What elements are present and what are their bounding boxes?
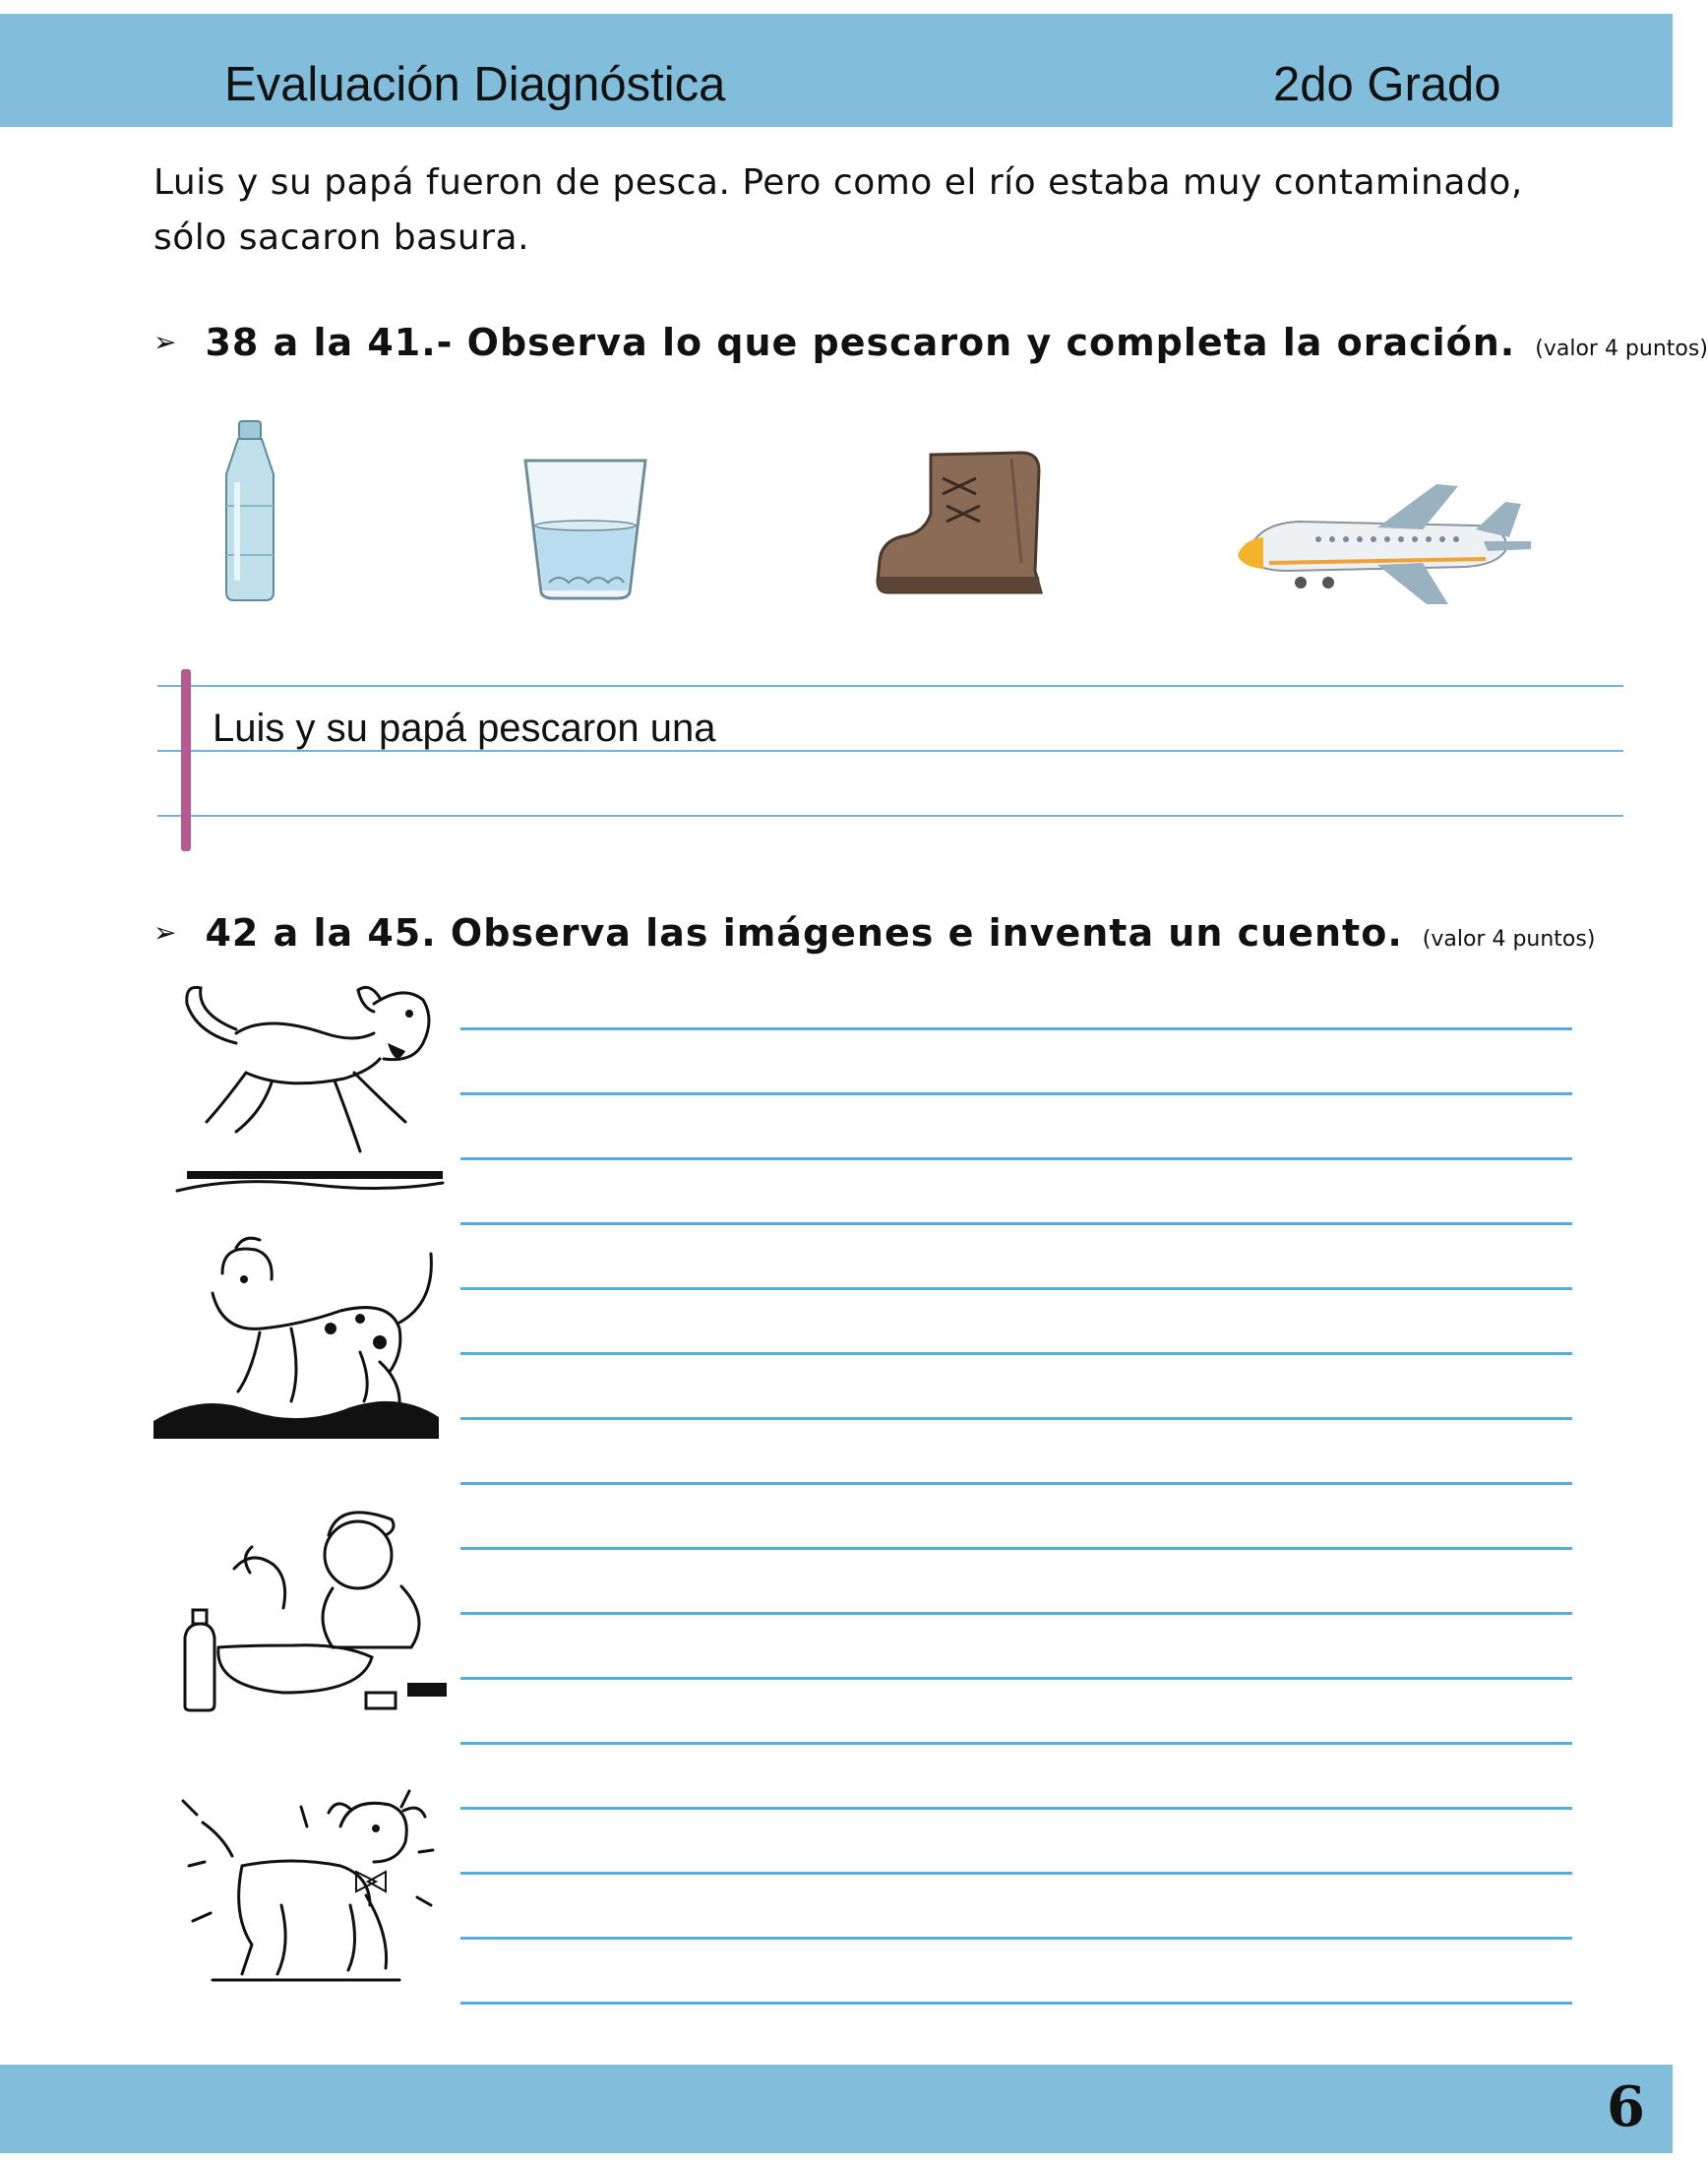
story-line xyxy=(460,2002,1572,2005)
old-boot-icon xyxy=(874,445,1047,602)
story-line xyxy=(460,1092,1572,1095)
grade-label: 2do Grado xyxy=(1273,58,1501,111)
arrow-bullet-icon: ➢ xyxy=(153,916,178,949)
story-line xyxy=(460,1937,1572,1940)
story-line xyxy=(460,1807,1572,1810)
question-1 xyxy=(153,321,1708,364)
story-line xyxy=(460,1417,1572,1420)
story-line xyxy=(460,1612,1572,1615)
arrow-bullet-icon: ➢ xyxy=(153,326,178,358)
ruled-line xyxy=(157,815,1623,817)
footer-band xyxy=(0,2065,1673,2153)
story-line xyxy=(460,1547,1572,1550)
story-line xyxy=(460,1222,1572,1225)
question-1-points: (valor 4 puntos) xyxy=(1535,337,1708,361)
question-2-points: (valor 4 puntos) xyxy=(1422,927,1596,952)
page-title: Evaluación Diagnóstica xyxy=(224,58,726,111)
story-line xyxy=(460,1287,1572,1290)
margin-line xyxy=(181,669,191,851)
page-number: 6 xyxy=(1607,2074,1645,2139)
airplane-icon xyxy=(1230,480,1535,610)
story-line xyxy=(460,1677,1572,1680)
story-line xyxy=(460,1157,1572,1160)
story-line xyxy=(460,1482,1572,1485)
answer-writing-area[interactable] xyxy=(157,669,1623,856)
story-line xyxy=(460,1872,1572,1875)
story-line xyxy=(460,1352,1572,1355)
question-1-label: 38 a la 41.- Observa lo que pescaron y completa la oración. xyxy=(205,321,1516,364)
intro-text: Luis y su papá fueron de pesca. Pero como el río estaba muy contaminado, sólo sacaron basura. xyxy=(153,162,1523,258)
glass-of-water-icon xyxy=(519,455,651,602)
clean-dog-icon xyxy=(183,1787,449,1984)
child-bathing-dog-icon xyxy=(165,1500,460,1716)
story-line xyxy=(460,1742,1572,1745)
sentence-prompt: Luis y su papá pescaron una xyxy=(213,707,716,750)
question-2 xyxy=(153,911,1595,955)
ruled-line xyxy=(157,685,1623,687)
question-2-label: 42 a la 45. Observa las imágenes e inventa un cuento. xyxy=(205,911,1403,955)
dog-in-mud-icon xyxy=(153,1234,439,1451)
story-line xyxy=(460,1027,1572,1030)
dog-running-icon xyxy=(177,974,453,1201)
header-band xyxy=(0,14,1673,127)
bottle-icon xyxy=(214,417,285,604)
